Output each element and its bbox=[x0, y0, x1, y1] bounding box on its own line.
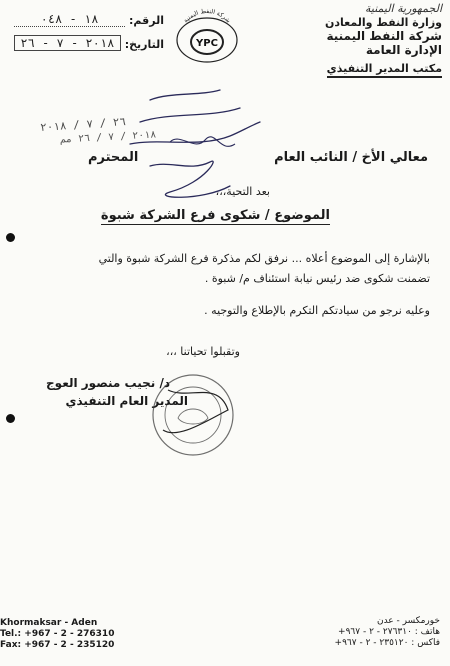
salutation: معالي الأخ / النائب العام bbox=[274, 150, 428, 165]
ref-number-value: ١٨ - ٠٤٨ bbox=[14, 12, 125, 27]
receipt-note: ٢٦ / ٧ / ٢٠١٨ bbox=[39, 115, 127, 134]
footer-address-ar bbox=[335, 616, 440, 649]
greeting: بعد التحية،،، bbox=[215, 185, 270, 198]
letterhead-company: شركة النفط اليمنية bbox=[326, 29, 442, 43]
footer-en-line-2: Tel.: +967 - 2 - 276310 bbox=[0, 629, 115, 639]
ref-date-label: التاريخ: bbox=[124, 38, 164, 51]
footer-en-line-1: Khormaksar - Aden bbox=[0, 618, 98, 628]
reference-block bbox=[14, 12, 164, 59]
logo-text: YPC bbox=[196, 38, 218, 49]
footer-en-line-3: Fax: +967 - 2 - 235120 bbox=[0, 640, 115, 650]
signer-name: د/ نجيب منصور العوج bbox=[46, 376, 170, 390]
body-paragraph-2: وعليه نرجو من سيادتكم التكرم بالإطلاع والتوجيه . bbox=[204, 304, 430, 317]
logo-arc-text: شركة النفط اليمنية bbox=[182, 7, 232, 25]
letterhead-office: مكتب المدير التنفيذي bbox=[327, 62, 442, 78]
svg-text:شركة النفط اليمنية bbox=[182, 8, 231, 24]
punch-hole-top bbox=[6, 233, 15, 242]
body-paragraph-1-line-2: تضمنت شكوى ضد رئيس نيابة استئناف م/ شبوة . bbox=[204, 272, 430, 285]
official-stamp bbox=[148, 370, 238, 460]
receipt-note-2: ٢٠١٨ / ٧ / ٢٦ مم bbox=[59, 129, 157, 146]
letterhead-republic: الجمهورية اليمنية bbox=[364, 2, 442, 15]
footer-ar-line-3: فاكس : ٢٣٥١٢٠ - ٢ - ٩٦٧+ bbox=[334, 638, 440, 648]
footer-ar-line-1: خورمكسر - عدن bbox=[376, 616, 440, 626]
subject-line: الموضوع / شكوى فرع الشركة شبوة bbox=[100, 208, 330, 223]
letterhead-administration: الإدارة العامة bbox=[365, 43, 442, 57]
respect-title: المحترم bbox=[88, 150, 139, 165]
ref-number-label: الرقم: bbox=[129, 14, 164, 27]
footer-ar-line-2: هاتف : ٢٧٦٣١٠ - ٢ - ٩٦٧+ bbox=[338, 627, 440, 637]
ref-date-value: ٢٠١٨ - ٧ - ٢٦ bbox=[14, 35, 121, 51]
company-logo bbox=[170, 6, 244, 64]
closing: وتقبلوا تحياتنا ،،، bbox=[166, 345, 240, 358]
letterhead bbox=[282, 2, 442, 78]
signer-title: المدير العام التنفيذي bbox=[65, 394, 188, 408]
letterhead-ministry: وزارة النفط والمعادن bbox=[325, 16, 442, 29]
punch-hole-bottom bbox=[6, 414, 15, 423]
body-paragraph-1-line-1: بالإشارة إلى الموضوع أعلاه ... نرفق لكم مذكرة فرع الشركة شبوة والتي bbox=[98, 252, 430, 265]
footer-address-en bbox=[0, 618, 114, 651]
